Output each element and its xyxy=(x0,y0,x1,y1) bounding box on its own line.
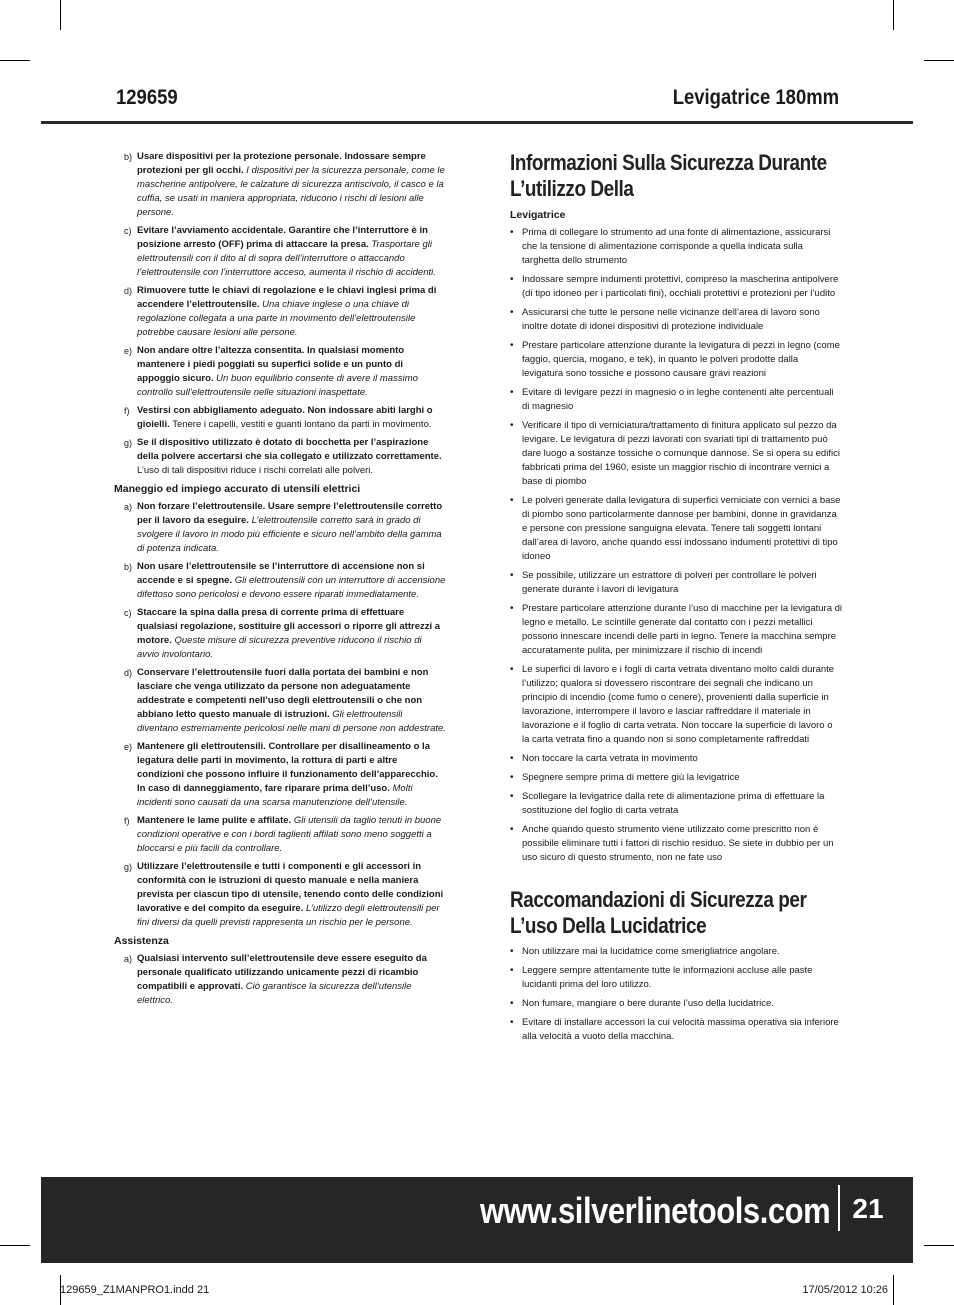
item-bold-text: Utilizzare l’elettroutensile e tutti i componenti e gli accessori in conformità con le istruzioni di questo manuale e nella maniera prevista per ciascun tipo di utensile, tenendo conto delle condizioni lavorative e del compito da eseguire. xyxy=(137,861,444,914)
product-title: Levigatrice 180mm xyxy=(672,86,839,109)
bullet-item: • Non fumare, mangiare o bere durante l’uso della lucidatrice. xyxy=(510,997,842,1011)
bullet-item: • Prestare particolare attenzione durante la levigatura di pezzi in legno (come faggio, quercia, mogano, e tek), in quanto le polveri prodotte dalla levigatura sono tossiche e possono causare gravi reazioni xyxy=(510,339,842,381)
footer-url: www.silverlinetools.com xyxy=(480,1190,831,1231)
bullet-item: • Anche quando questo strumento viene utilizzato come prescritto non è possibile eliminare tutti i fattori di rischio residuo. Se siete in dubbio per un uso sicuro di questo strumento, non ne fate uso xyxy=(510,823,842,865)
item-bold-text: Qualsiasi intervento sull’elettroutensile deve essere eseguito da personale qualificato utilizzando unicamente pezzi di ricambio compatibili e approvati. xyxy=(137,953,427,992)
section-subheading: Assistenza xyxy=(114,935,169,947)
slug-date: 17/05/2012 10:26 xyxy=(802,1284,888,1296)
item-label: e) xyxy=(124,346,133,356)
bullet-item: • Scollegare la levigatrice dalla rete di alimentazione prima di effettuare la sostituzione del foglio di carta vetrata xyxy=(510,790,842,818)
list-item xyxy=(114,814,446,856)
bullet-item: • Se possibile, utilizzare un estrattore di polveri per controllare le polveri generate durante i lavori di levigatura xyxy=(510,569,842,597)
section-subheading: Maneggio ed impiego accurato di utensili elettrici xyxy=(114,483,361,495)
product-code: 129659 xyxy=(116,86,178,109)
bullet-item: • Assicurarsi che tutte le persone nelle vicinanze dell’area di lavoro sono inoltre dotate di idonei dispositivi di protezione individuale xyxy=(510,306,842,334)
item-text: Ciò garantisce la sicurezza dell’utensile elettrico. xyxy=(137,981,412,1006)
crop-mark xyxy=(924,60,954,61)
item-text: Queste misure di sicurezza preventive riducono il rischio di avvio involontario. xyxy=(137,635,422,660)
item-label: b) xyxy=(124,152,133,162)
item-label: a) xyxy=(124,502,133,512)
item-bold-text: Mantenere le lame pulite e affilate. xyxy=(137,815,292,826)
list-item xyxy=(114,666,446,736)
list-item xyxy=(114,404,446,432)
item-text: L’uso di tali dispositivi riduce i rischi correlati alle polveri. xyxy=(137,465,374,476)
list-item xyxy=(114,344,446,400)
item-bold-text: Non forzare l’elettroutensile. Usare sempre l’elettroutensile corretto per il lavoro da eseguire. xyxy=(137,501,443,526)
item-text: Trasportare gli elettroutensili con il dito al di sopra dell’interruttore o attaccando l’elettroutensile con l’interruttore acceso, aumenta il rischio di accidenti. xyxy=(137,239,436,278)
item-label: f) xyxy=(124,816,130,826)
item-label: f) xyxy=(124,406,130,416)
bullet-item: • Le polveri generate dalla levigatura di superfici verniciate con vernici a base di piombo sono particolarmente dannose per bambini, donne in gravidanza e persone con pressione sanguigna elevata. Tenere tali soggetti lontani dall’area di lavoro, anche quando essi indossano indumenti protettivi di tipo idoneo xyxy=(510,494,842,564)
list-item xyxy=(114,436,446,478)
item-text: Gli utensili da taglio tenuti in buone condizioni operative e con i bordi taglienti affilati sono meno soggetti a bloccarsi e più facili da controllare. xyxy=(137,815,442,854)
item-text: Gli elettroutensili diventano estremamente pericolosi nelle mani di persone non addestrate. xyxy=(137,709,446,734)
bullet-item: • Leggere sempre attentamente tutte le informazioni accluse alle paste lucidanti prima del loro utilizzo. xyxy=(510,964,842,992)
item-bold-text: Mantenere gli elettroutensili. Controllare per disallineamento o la legatura delle parti in movimento, la rottura di parti e altre condizioni che possono influire il funzionamento dell’apparecchio. In caso di danneggiamento, fare riparare prima dell’uso. xyxy=(137,741,438,794)
item-label: a) xyxy=(124,954,133,964)
bullet-item: • Prestare particolare attenzione durante l’uso di macchine per la levigatura di legno e metallo. Le scintille generate dal contatto con i pezzi metallici possono innescare incendi delle parti in legno. Tenere la macchina sempre accuratamente pulita, per minimizzare il rischio di incendi xyxy=(510,602,842,658)
item-text: L’elettroutensile corretto sarà in grado di svolgere il lavoro in modo più efficiente e sicuro nell’ambito della gamma di potenza indicata. xyxy=(137,515,442,554)
section-subheading: Levigatrice xyxy=(510,209,566,221)
crop-mark xyxy=(0,1245,30,1246)
safety-list-tool-use xyxy=(114,500,446,930)
item-text: I dispositivi per la sicurezza personale, come le mascherine antipolvere, le calzature di sicurezza antiscivolo, il casco e la cuffia, se usati in maniera appropriata, riducono i rischi di lesioni alle persone. xyxy=(137,165,445,218)
safety-list-personal xyxy=(114,150,446,478)
item-label: g) xyxy=(124,862,133,872)
list-item xyxy=(114,284,446,340)
bullet-list-polisher xyxy=(510,945,842,1044)
safety-list-service xyxy=(114,952,446,1008)
item-bold-text: Conservare l’elettroutensile fuori dalla portata dei bambini e non lasciare che venga utilizzato da persone non adeguatamente addestrate e competenti nell’uso degli elettroutensili o che non abbiano letto questo manuale di istruzioni. xyxy=(137,667,429,720)
list-item xyxy=(114,224,446,280)
list-item xyxy=(114,606,446,662)
item-label: c) xyxy=(124,608,132,618)
item-text: L’utilizzo degli elettroutensili per fini diversi da quelli previsti rappresenta un rischio per le persone. xyxy=(137,903,440,928)
section-heading: Informazioni Sulla Sicurezza Durante L’utilizzo Della xyxy=(510,150,827,201)
item-label: b) xyxy=(124,562,133,572)
item-bold-text: Staccare la spina dalla presa di corrente prima di effettuare qualsiasi regolazione, sostituire gli accessori o riporre gli attrezzi a motore. xyxy=(137,607,441,646)
item-bold-text: Rimuovere tutte le chiavi di regolazione e le chiavi inglesi prima di accendere l’elettroutensile. xyxy=(137,285,437,310)
item-bold-text: Non andare oltre l’altezza consentita. In qualsiasi momento mantenere i piedi poggiati su superfici solide e un punto di appoggio sicuro. xyxy=(137,345,405,384)
item-label: d) xyxy=(124,286,133,296)
header-rule xyxy=(41,121,913,124)
bullet-item: • Non utilizzare mai la lucidatrice come smerigliatrice angolare. xyxy=(510,945,842,959)
bullet-item: • Non toccare la carta vetrata in movimento xyxy=(510,752,842,766)
list-item xyxy=(114,952,446,1008)
item-text: Un buon equilibrio consente di avere il massimo controllo sull’elettroutensile nelle situazioni inaspettate. xyxy=(137,373,418,398)
crop-mark xyxy=(893,0,894,30)
list-item xyxy=(114,560,446,602)
item-bold-text: Evitare l’avviamento accidentale. Garantire che l’interruttore è in posizione arresto (OFF) prima di attaccare la presa. xyxy=(137,225,428,250)
item-label: d) xyxy=(124,668,133,678)
bullet-item: • Spegnere sempre prima di mettere giù la levigatrice xyxy=(510,771,842,785)
item-bold-text: Non usare l’elettroutensile se l’interruttore di accensione non si accende e si spegne. xyxy=(137,561,425,586)
footer-separator xyxy=(838,1185,840,1231)
bullet-list-sander xyxy=(510,226,842,865)
item-label: e) xyxy=(124,742,133,752)
page-number: 21 xyxy=(852,1193,884,1224)
item-bold-text: Vestirsi con abbigliamento adeguato. Non indossare abiti larghi o gioielli. xyxy=(137,405,433,430)
bullet-item: • Evitare di installare accessori la cui velocità massima operativa sia inferiore alla velocità a vuoto della macchina. xyxy=(510,1016,842,1044)
slug-file: 129659_Z1MANPRO1.indd 21 xyxy=(60,1284,210,1296)
bullet-item: • Le superfici di lavoro e i fogli di carta vetrata diventano molto caldi durante l’utilizzo; qualora si dovessero riscontrare dei segnali che indicano un principio di incendio (come fumo o cenere), provenienti dalla superficie in lavorazione, interrompere il lavoro e lasciar raffreddare il materiale in lavorazione e il foglio di carta vetrata. Non toccare la superficie di lavoro o la carta vetrata fino a quando non si sono completamente raffreddati xyxy=(510,663,842,747)
item-text: Una chiave inglese o una chiave di regolazione collegata a una parte in movimento dell’elettroutensile potrebbe causare lesioni alle persone. xyxy=(137,299,416,338)
bullet-item: • Verificare il tipo di verniciatura/trattamento di finitura applicato sul pezzo da levigare. Le levigatura di pezzi lavorati con svariati tipi di trattamento può dare luogo a sostanze tossiche o comunque dannose. Se si opera su edifici fabbricati prima del 1960, esiste un maggior rischio di incontrare vernici a base di piombo xyxy=(510,419,842,489)
crop-mark xyxy=(893,1275,894,1305)
crop-mark xyxy=(0,60,30,61)
crop-mark xyxy=(60,0,61,30)
list-item xyxy=(114,500,446,556)
item-text: Molti incidenti sono causati da una scarsa manutenzione dell’utensile. xyxy=(137,783,413,808)
item-text: Gli elettroutensili con un interruttore di accensione difettoso sono pericolosi e devono essere riparati immediatamente. xyxy=(137,575,446,600)
item-text: Tenere i capelli, vestiti e guanti lontano da parti in movimento. xyxy=(172,419,432,430)
list-item xyxy=(114,860,446,930)
bullet-item: • Prima di collegare lo strumento ad una fonte di alimentazione, assicurarsi che la tensione di alimentazione corrisponde a quella indicata sulla targhetta dello strumento xyxy=(510,226,842,268)
list-item xyxy=(114,740,446,810)
item-bold-text: Se il dispositivo utilizzato è dotato di bocchetta per l’aspirazione della polvere accertarsi che sia collegato e utilizzato correttamente. xyxy=(137,437,442,462)
bullet-item: • Indossare sempre indumenti protettivi, compreso la mascherina antipolvere (di tipo idoneo per i particolati fini), occhiali protettivi e protezioni per l’udito xyxy=(510,273,842,301)
section-heading: Raccomandazioni di Sicurezza per L’uso Della Lucidatrice xyxy=(510,887,807,938)
crop-mark xyxy=(924,1245,954,1246)
item-bold-text: Usare dispositivi per la protezione personale. Indossare sempre protezioni per gli occhi. xyxy=(137,151,426,176)
bullet-item: • Evitare di levigare pezzi in magnesio o in leghe contenenti alte percentuali di magnesio xyxy=(510,386,842,414)
item-label: g) xyxy=(124,438,133,448)
right-column xyxy=(510,150,842,1049)
left-column xyxy=(114,150,446,1012)
item-label: c) xyxy=(124,226,132,236)
list-item xyxy=(114,150,446,220)
